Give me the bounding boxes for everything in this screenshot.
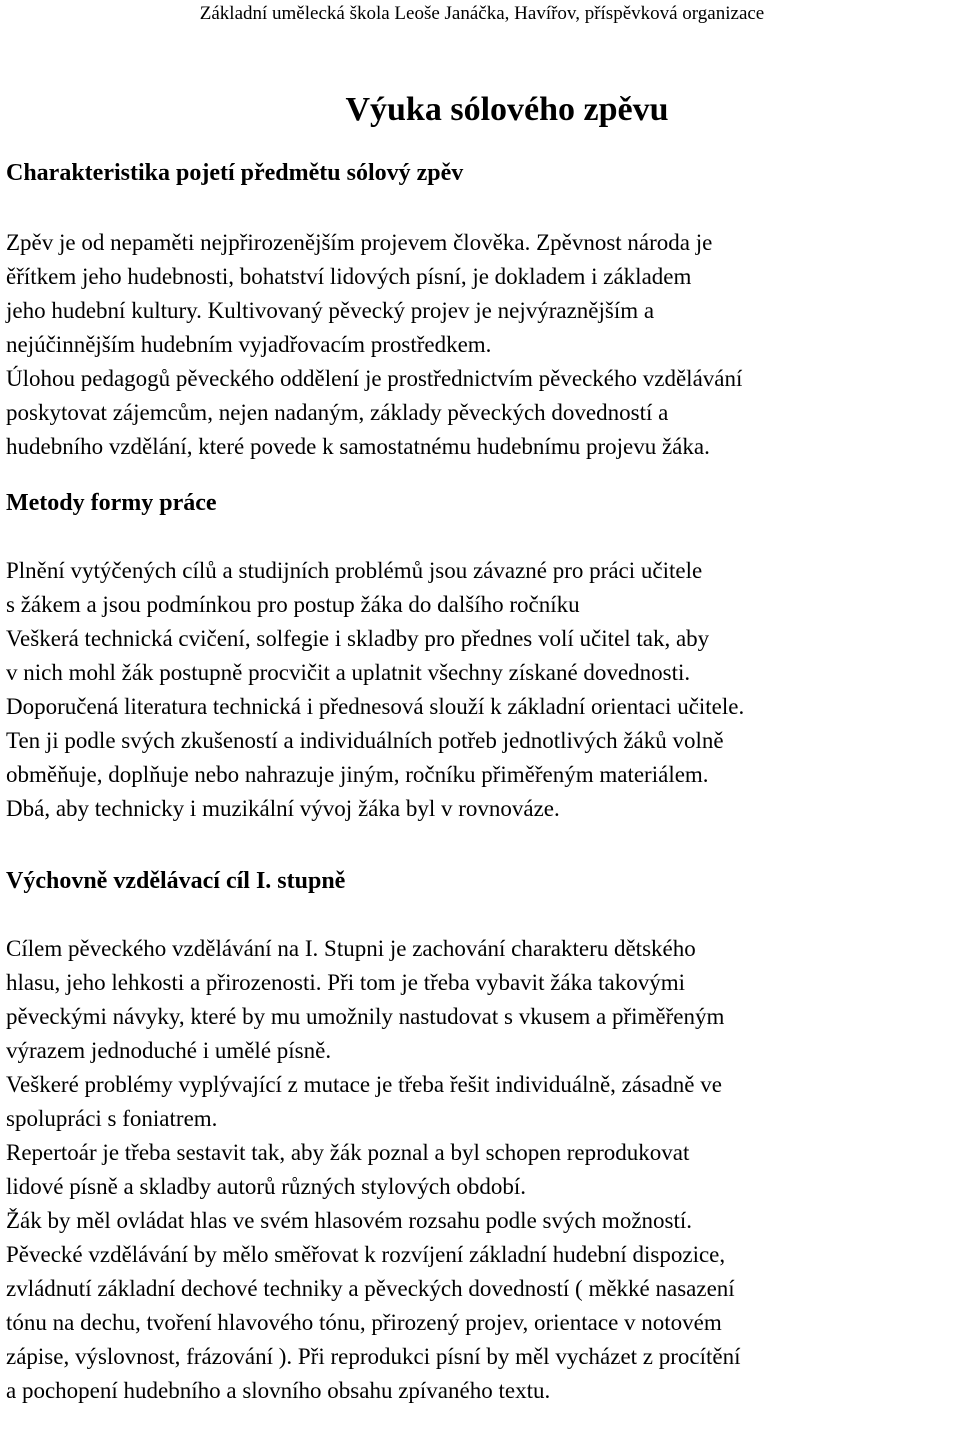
section-body: Cílem pěveckého vzdělávání na I. Stupni je zachování charakteru dětského hlasu, jeho lehkosti a přirozenosti. Při tom je třeba vybavit žáka takovými pěveckými návyky, které by mu umožnily nastudovat s vkusem a přiměřeným výrazem jednoduché i umělé písně. Veškeré problémy vyplývající z mutace je třeba řešit individuálně, zásadně ve spolupráci s foniatrem. Repertoár je třeba sestavit tak, aby žák poznal a byl schopen reprodukovat lidové písně a skladby autorů různých stylových období. Žák by měl ovládat hlas ve svém hlasovém rozsahu podle svých možností. Pěvecké vzdělávání by mělo směřovat k rozvíjení základní hudební dispozice, zvládnutí základní dechové techniky a pěveckých dovedností ( měkké nasazení tónu na dechu, tvoření hlavového tónu, přirozený projev, orientace v notovém zápise, výslovnost, frázování ). Při reprodukci písní by měl vycházet z procítění a pochopení hudebního a slovního obsahu zpívaného textu. [6,936,741,1403]
section-body: Plnění vytýčených cílů a studijních problémů jsou závazné pro práci učitele s žákem a jsou podmínkou pro postup žáka do dalšího ročníku Veškerá technická cvičení, solfegie i skladby pro přednes volí učitel tak, aby v nich mohl žák postupně procvičit a uplatnit všechny získané dovednosti. Doporučená literatura technická i přednesová slouží k základní orientaci učitele. Ten ji podle svých zkušeností a individuálních potřeb jednotlivých žáků volně obměňuje, doplňuje nebo nahrazuje jiným, ročníku přiměřeným materiálem. Dbá, aby technicky i muzikální vývoj žáka byl v rovnováze. [6,558,745,821]
section-methods [6,488,958,826]
section-heading: Metody formy práce [6,490,217,516]
section-goal-first-level [6,866,958,1408]
document-title: Výuka sólového zpěvu [345,91,669,128]
running-header: Základní umělecká škola Leoše Janáčka, Havířov, příspěvková organizace [199,3,765,24]
section-heading: Výchovně vzdělávací cíl I. stupně [6,868,346,894]
section-body: Zpěv je od nepaměti nejpřirozenějším projevem člověka. Zpěvnost národa je ěřítkem jeho hudebnosti, bohatství lidových písní, je dokladem i základem jeho hudební kultury. Kultivovaný pěvecký projev je nejvýraznějším a nejúčinnějším hudebním vyjadřovacím prostředkem. Úlohou pedagogů pěveckého oddělení je prostřednictvím pěveckého vzdělávání poskytovat zájemcům, nejen nadaným, základy pěveckých dovedností a hudebního vzdělání, které povede k samostatnému hudebnímu projevu žáka. [6,230,743,459]
section-heading: Charakteristika pojetí předmětu sólový zpěv [6,160,464,186]
section-characteristics [6,158,958,464]
document-page [6,0,958,1408]
